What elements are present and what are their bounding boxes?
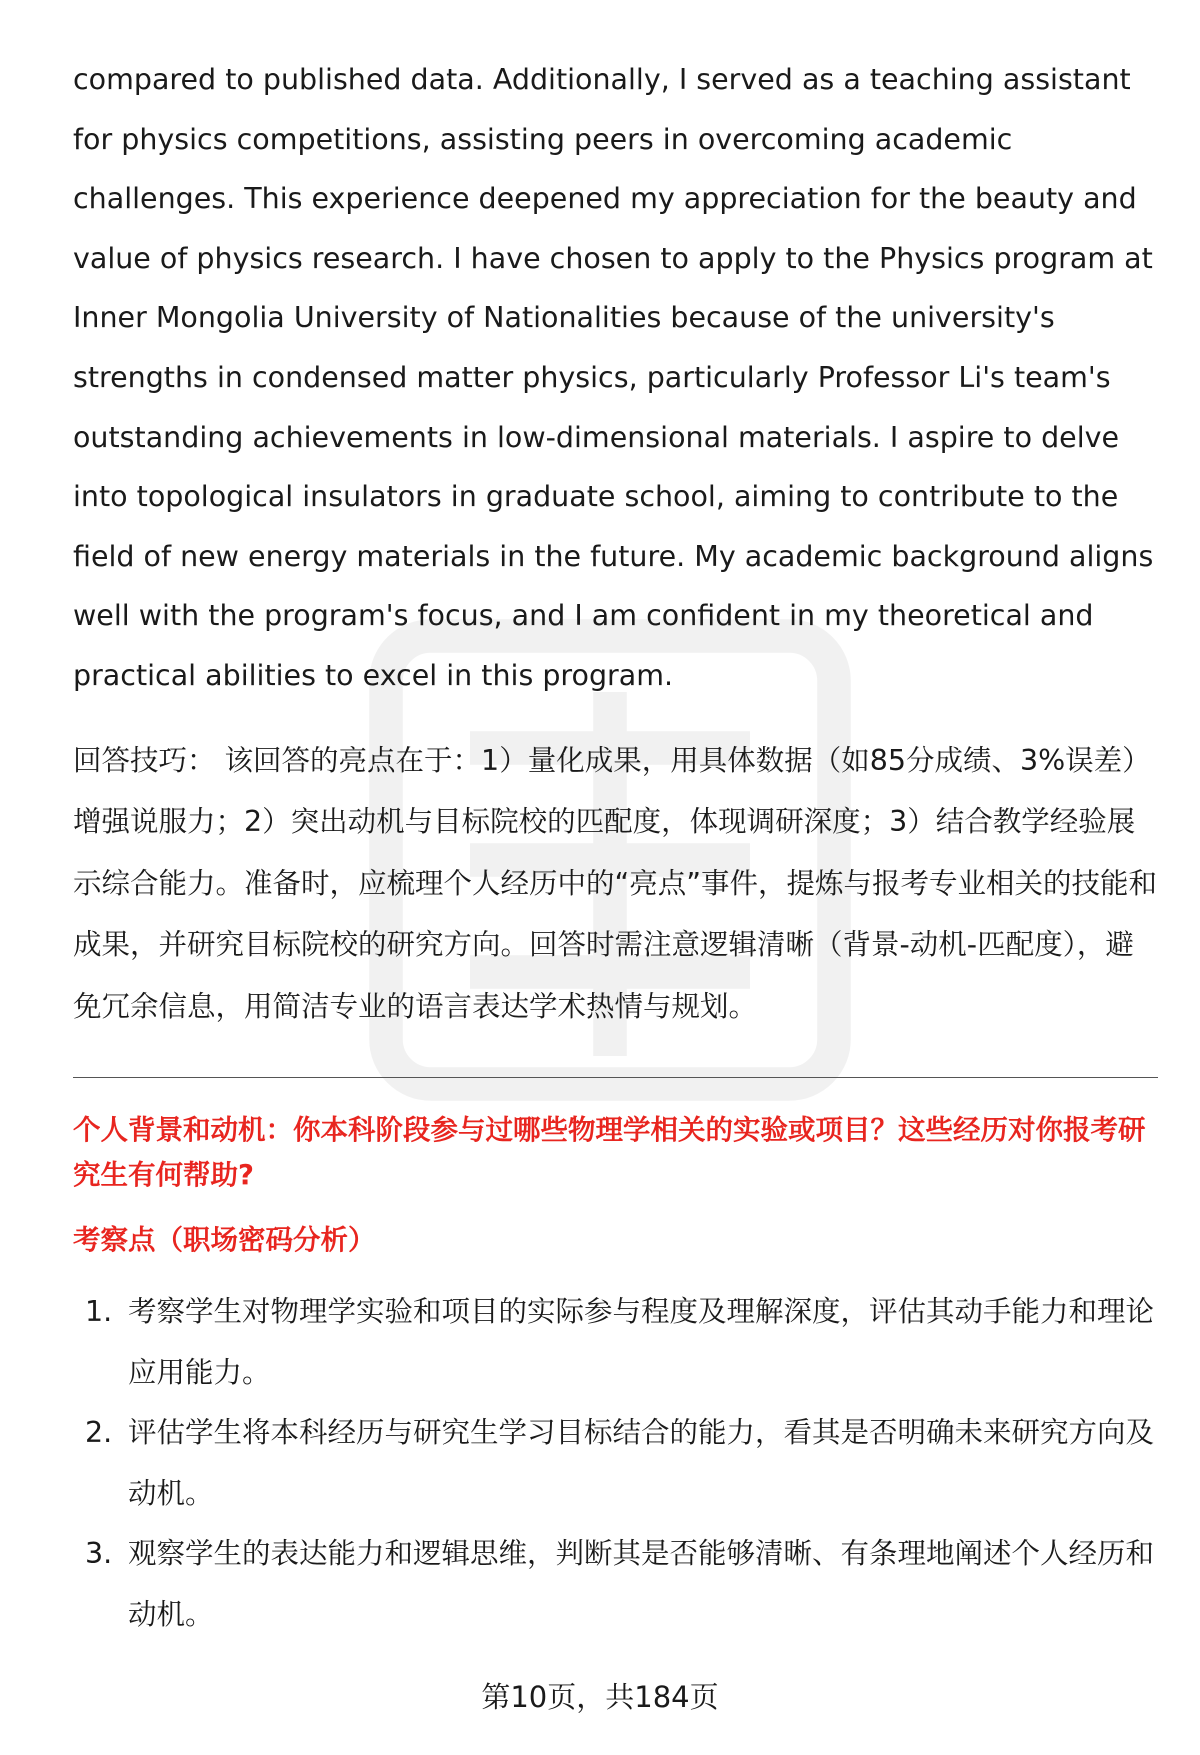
list-item [73, 1524, 1158, 1645]
list-item-number: 1. [85, 1295, 113, 1329]
list-item-text: 观察学生的表达能力和逻辑思维，判断其是否能够清晰、有条理地阐述个人经历和动机。 [128, 1537, 1155, 1631]
english-answer-paragraph: compared to published data. Additionally, I served as a teaching assistant for physics competitions, assisting peers in overcoming academic challenges. This experience deepened my appreciation for the beauty and value of physics research. I have chosen to apply to the Physics program at Inner Mongolia University of Nationalities because of the university's strengths in condensed matter physics, particularly Professor Li's team's outstanding achievements in low-dimensional materials. I aspire to delve into topological insulators in graduate school, aiming to contribute to the field of new energy materials in the future. My academic background aligns well with the program's focus, and I am confident in my theoretical and practical abilities to excel in this program. [73, 63, 1154, 692]
list-item-number: 3. [85, 1537, 113, 1571]
list-item-text: 评估学生将本科经历与研究生学习目标结合的能力，看其是否明确未来研究方向及动机。 [128, 1416, 1155, 1510]
page-number: 第10页，共184页 [481, 1680, 719, 1714]
document-page [73, 50, 1158, 1645]
list-item [73, 1282, 1158, 1403]
question-heading: 个人背景和动机：你本科阶段参与过哪些物理学相关的实验或项目？这些经历对你报考研究生有何帮助? [73, 1114, 1146, 1192]
list-item-number: 2. [85, 1416, 113, 1450]
answer-tip-paragraph: 回答技巧： 该回答的亮点在于：1）量化成果，用具体数据（如85分成绩、3%误差）增强说服力；2）突出动机与目标院校的匹配度，体现调研深度；3）结合教学经验展示综合能力。准备时，应梳理个人经历中的“亮点”事件，提炼与报考专业相关的技能和成果，并研究目标院校的研究方向。回答时需注意逻辑清晰（背景-动机-匹配度），避免冗余信息，用简洁专业的语言表达学术热情与规划。 [73, 743, 1158, 1023]
assessment-points-title: 考察点（职场密码分析） [73, 1224, 376, 1257]
section-divider [73, 1077, 1158, 1078]
list-item [73, 1403, 1158, 1524]
list-item-text: 考察学生对物理学实验和项目的实际参与程度及理解深度，评估其动手能力和理论应用能力。 [128, 1295, 1155, 1389]
assessment-points-list [73, 1282, 1158, 1645]
